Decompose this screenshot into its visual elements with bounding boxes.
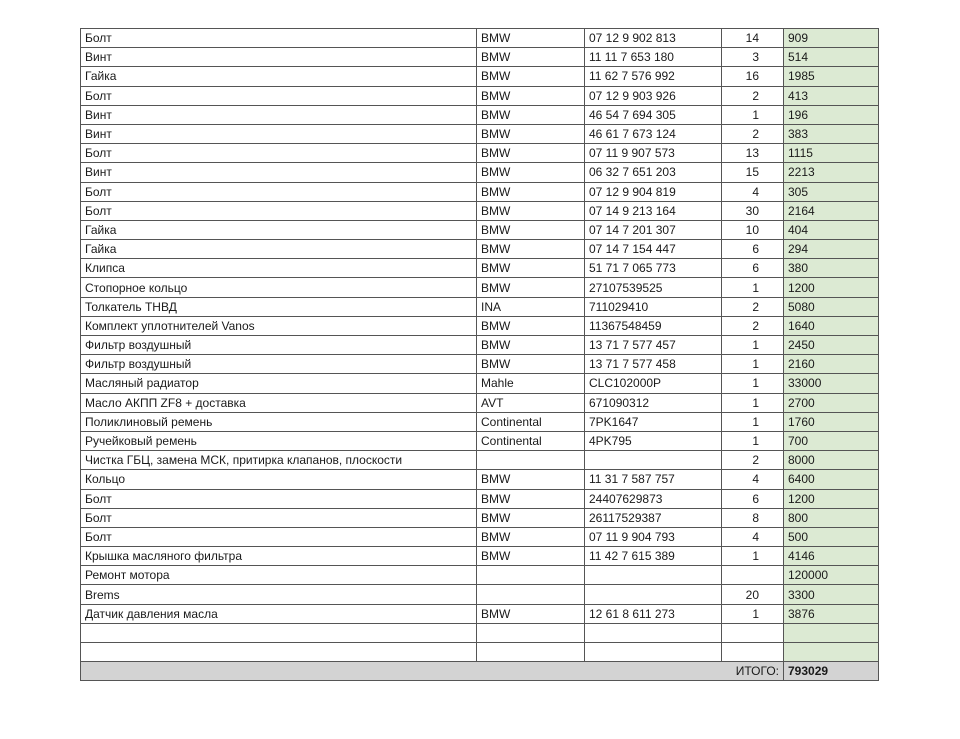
price-cell[interactable] <box>784 643 879 662</box>
total-value[interactable]: 793029 <box>784 662 879 681</box>
table-row <box>81 527 879 546</box>
table-row <box>81 604 879 623</box>
item-name-cell[interactable]: Болт <box>81 508 477 527</box>
price-cell[interactable]: 1200 <box>784 278 879 297</box>
price-cell[interactable]: 8000 <box>784 451 879 470</box>
quantity-cell[interactable]: 1 <box>722 412 784 431</box>
part-number-cell[interactable] <box>585 643 722 662</box>
item-name-cell[interactable] <box>81 643 477 662</box>
quantity-cell[interactable]: 1 <box>722 105 784 124</box>
price-cell[interactable]: 1760 <box>784 412 879 431</box>
quantity-cell[interactable]: 2 <box>722 316 784 335</box>
part-number-cell[interactable]: 07 12 9 904 819 <box>585 182 722 201</box>
table-row <box>81 220 879 239</box>
brand-cell[interactable]: BMW <box>477 604 585 623</box>
part-number-cell[interactable] <box>585 451 722 470</box>
brand-cell[interactable]: BMW <box>477 240 585 259</box>
item-name-cell[interactable]: Ручейковый ремень <box>81 431 477 450</box>
price-cell[interactable]: 700 <box>784 431 879 450</box>
item-name-cell[interactable]: Болт <box>81 182 477 201</box>
price-cell[interactable]: 5080 <box>784 297 879 316</box>
price-cell[interactable]: 380 <box>784 259 879 278</box>
brand-cell[interactable] <box>477 623 585 642</box>
item-name-cell[interactable]: Клипса <box>81 259 477 278</box>
item-name-cell[interactable]: Кольцо <box>81 470 477 489</box>
quantity-cell[interactable]: 1 <box>722 604 784 623</box>
table-row <box>81 566 879 585</box>
part-number-cell[interactable]: 671090312 <box>585 393 722 412</box>
brand-cell[interactable]: BMW <box>477 278 585 297</box>
table-row <box>81 623 879 642</box>
price-cell[interactable]: 1200 <box>784 489 879 508</box>
brand-cell[interactable]: BMW <box>477 29 585 48</box>
price-cell[interactable]: 514 <box>784 48 879 67</box>
item-name-cell[interactable]: Винт <box>81 48 477 67</box>
part-number-cell[interactable]: 13 71 7 577 457 <box>585 336 722 355</box>
brand-cell[interactable] <box>477 451 585 470</box>
table-row <box>81 336 879 355</box>
item-name-cell[interactable]: Болт <box>81 29 477 48</box>
price-cell[interactable]: 294 <box>784 240 879 259</box>
item-name-cell[interactable]: Поликлиновый ремень <box>81 412 477 431</box>
brand-cell[interactable] <box>477 566 585 585</box>
brand-cell[interactable]: BMW <box>477 547 585 566</box>
item-name-cell[interactable]: Болт <box>81 489 477 508</box>
table-row <box>81 86 879 105</box>
brand-cell[interactable]: BMW <box>477 144 585 163</box>
part-number-cell[interactable]: 07 12 9 903 926 <box>585 86 722 105</box>
item-name-cell[interactable]: Масло АКПП ZF8 + доставка <box>81 393 477 412</box>
total-row <box>81 662 879 681</box>
item-name-cell[interactable]: Болт <box>81 201 477 220</box>
part-number-cell[interactable] <box>585 623 722 642</box>
table-row <box>81 489 879 508</box>
brand-cell[interactable]: Continental <box>477 431 585 450</box>
parts-table-body <box>81 29 879 662</box>
item-name-cell[interactable]: Фильтр воздушный <box>81 355 477 374</box>
brand-cell[interactable]: BMW <box>477 163 585 182</box>
part-number-cell[interactable]: 11 62 7 576 992 <box>585 67 722 86</box>
item-name-cell[interactable]: Винт <box>81 163 477 182</box>
table-row <box>81 144 879 163</box>
part-number-cell[interactable]: 51 71 7 065 773 <box>585 259 722 278</box>
item-name-cell[interactable]: Комплект уплотнителей Vanos <box>81 316 477 335</box>
table-row <box>81 201 879 220</box>
price-cell[interactable]: 196 <box>784 105 879 124</box>
quantity-cell[interactable]: 13 <box>722 144 784 163</box>
brand-cell[interactable]: BMW <box>477 259 585 278</box>
table-row <box>81 29 879 48</box>
brand-cell[interactable]: Mahle <box>477 374 585 393</box>
brand-cell[interactable]: AVT <box>477 393 585 412</box>
price-cell[interactable]: 2164 <box>784 201 879 220</box>
table-row <box>81 508 879 527</box>
item-name-cell[interactable]: Гайка <box>81 240 477 259</box>
price-cell[interactable]: 6400 <box>784 470 879 489</box>
item-name-cell[interactable]: Гайка <box>81 220 477 239</box>
table-row <box>81 278 879 297</box>
price-cell[interactable]: 404 <box>784 220 879 239</box>
quantity-cell[interactable]: 4 <box>722 182 784 201</box>
table-row <box>81 412 879 431</box>
table-row <box>81 48 879 67</box>
item-name-cell[interactable]: Болт <box>81 527 477 546</box>
quantity-cell[interactable]: 6 <box>722 240 784 259</box>
quantity-cell[interactable]: 1 <box>722 374 784 393</box>
price-cell[interactable]: 305 <box>784 182 879 201</box>
part-number-cell[interactable]: 27107539525 <box>585 278 722 297</box>
brand-cell[interactable]: BMW <box>477 355 585 374</box>
price-cell[interactable]: 800 <box>784 508 879 527</box>
item-name-cell[interactable]: Стопорное кольцо <box>81 278 477 297</box>
part-number-cell[interactable] <box>585 566 722 585</box>
item-name-cell[interactable]: Фильтр воздушный <box>81 336 477 355</box>
table-row <box>81 182 879 201</box>
brand-cell[interactable]: BMW <box>477 48 585 67</box>
part-number-cell[interactable]: 12 61 8 611 273 <box>585 604 722 623</box>
part-number-cell[interactable]: 07 14 7 154 447 <box>585 240 722 259</box>
table-row <box>81 163 879 182</box>
item-name-cell[interactable]: Болт <box>81 86 477 105</box>
price-cell[interactable]: 413 <box>784 86 879 105</box>
part-number-cell[interactable] <box>585 585 722 604</box>
price-cell[interactable]: 120000 <box>784 566 879 585</box>
item-name-cell[interactable]: Масляный радиатор <box>81 374 477 393</box>
quantity-cell[interactable]: 2 <box>722 124 784 143</box>
table-row <box>81 297 879 316</box>
table-row <box>81 374 879 393</box>
quantity-cell[interactable]: 4 <box>722 470 784 489</box>
quantity-cell[interactable]: 20 <box>722 585 784 604</box>
part-number-cell[interactable]: 26117529387 <box>585 508 722 527</box>
table-row <box>81 355 879 374</box>
part-number-cell[interactable]: 24407629873 <box>585 489 722 508</box>
price-cell[interactable] <box>784 623 879 642</box>
item-name-cell[interactable]: Чистка ГБЦ, замена МСК, притирка клапанов, плоскости <box>81 451 477 470</box>
brand-cell[interactable]: BMW <box>477 336 585 355</box>
table-row <box>81 124 879 143</box>
brand-cell[interactable]: BMW <box>477 86 585 105</box>
price-cell[interactable]: 1115 <box>784 144 879 163</box>
quantity-cell[interactable]: 2 <box>722 451 784 470</box>
price-cell[interactable]: 909 <box>784 29 879 48</box>
part-number-cell[interactable]: 07 14 7 201 307 <box>585 220 722 239</box>
quantity-cell[interactable]: 2 <box>722 86 784 105</box>
price-cell[interactable]: 383 <box>784 124 879 143</box>
brand-cell[interactable]: BMW <box>477 124 585 143</box>
part-number-cell[interactable]: CLC102000P <box>585 374 722 393</box>
part-number-cell[interactable]: 13 71 7 577 458 <box>585 355 722 374</box>
item-name-cell[interactable]: Толкатель ТНВД <box>81 297 477 316</box>
price-cell[interactable]: 1985 <box>784 67 879 86</box>
brand-cell[interactable]: BMW <box>477 105 585 124</box>
quantity-cell[interactable]: 4 <box>722 527 784 546</box>
price-cell[interactable]: 2450 <box>784 336 879 355</box>
quantity-cell[interactable]: 10 <box>722 220 784 239</box>
quantity-cell[interactable] <box>722 623 784 642</box>
part-number-cell[interactable]: 4PK795 <box>585 431 722 450</box>
quantity-cell[interactable]: 3 <box>722 48 784 67</box>
brand-cell[interactable]: BMW <box>477 527 585 546</box>
brand-cell[interactable]: Continental <box>477 412 585 431</box>
part-number-cell[interactable]: 11367548459 <box>585 316 722 335</box>
brand-cell[interactable] <box>477 643 585 662</box>
price-cell[interactable]: 3300 <box>784 585 879 604</box>
price-cell[interactable]: 2700 <box>784 393 879 412</box>
part-number-cell[interactable]: 11 42 7 615 389 <box>585 547 722 566</box>
part-number-cell[interactable]: 07 14 9 213 164 <box>585 201 722 220</box>
item-name-cell[interactable]: Винт <box>81 124 477 143</box>
item-name-cell[interactable]: Винт <box>81 105 477 124</box>
brand-cell[interactable]: BMW <box>477 316 585 335</box>
price-cell[interactable]: 33000 <box>784 374 879 393</box>
table-row <box>81 105 879 124</box>
part-number-cell[interactable]: 06 32 7 651 203 <box>585 163 722 182</box>
brand-cell[interactable]: BMW <box>477 470 585 489</box>
brand-cell[interactable]: BMW <box>477 182 585 201</box>
table-row <box>81 451 879 470</box>
table-row <box>81 431 879 450</box>
table-row <box>81 67 879 86</box>
quantity-cell[interactable]: 6 <box>722 489 784 508</box>
price-cell[interactable]: 500 <box>784 527 879 546</box>
table-row <box>81 240 879 259</box>
price-cell[interactable]: 4146 <box>784 547 879 566</box>
brand-cell[interactable]: BMW <box>477 201 585 220</box>
quantity-cell[interactable]: 1 <box>722 336 784 355</box>
quantity-cell[interactable]: 14 <box>722 29 784 48</box>
part-number-cell[interactable]: 07 11 9 907 573 <box>585 144 722 163</box>
brand-cell[interactable]: BMW <box>477 67 585 86</box>
price-cell[interactable]: 2213 <box>784 163 879 182</box>
table-row <box>81 547 879 566</box>
quantity-cell[interactable]: 8 <box>722 508 784 527</box>
part-number-cell[interactable]: 7PK1647 <box>585 412 722 431</box>
part-number-cell[interactable]: 07 12 9 902 813 <box>585 29 722 48</box>
part-number-cell[interactable]: 46 54 7 694 305 <box>585 105 722 124</box>
part-number-cell[interactable]: 46 61 7 673 124 <box>585 124 722 143</box>
item-name-cell[interactable]: Brems <box>81 585 477 604</box>
item-name-cell[interactable]: Крышка масляного фильтра <box>81 547 477 566</box>
item-name-cell[interactable]: Болт <box>81 144 477 163</box>
brand-cell[interactable]: BMW <box>477 508 585 527</box>
item-name-cell[interactable]: Гайка <box>81 67 477 86</box>
quantity-cell[interactable]: 2 <box>722 297 784 316</box>
table-row <box>81 470 879 489</box>
parts-table <box>80 28 879 681</box>
quantity-cell[interactable]: 30 <box>722 201 784 220</box>
item-name-cell[interactable] <box>81 623 477 642</box>
price-cell[interactable]: 2160 <box>784 355 879 374</box>
table-row <box>81 643 879 662</box>
table-row <box>81 585 879 604</box>
quantity-cell[interactable]: 1 <box>722 278 784 297</box>
item-name-cell[interactable]: Датчик давления масла <box>81 604 477 623</box>
part-number-cell[interactable]: 07 11 9 904 793 <box>585 527 722 546</box>
quantity-cell[interactable]: 15 <box>722 163 784 182</box>
quantity-cell[interactable]: 1 <box>722 547 784 566</box>
table-row <box>81 393 879 412</box>
brand-cell[interactable]: BMW <box>477 489 585 508</box>
brand-cell[interactable] <box>477 585 585 604</box>
part-number-cell[interactable]: 11 31 7 587 757 <box>585 470 722 489</box>
brand-cell[interactable]: INA <box>477 297 585 316</box>
item-name-cell[interactable]: Ремонт мотора <box>81 566 477 585</box>
quantity-cell[interactable]: 1 <box>722 431 784 450</box>
quantity-cell[interactable]: 1 <box>722 393 784 412</box>
total-label: ИТОГО: <box>81 662 784 681</box>
quantity-cell[interactable] <box>722 643 784 662</box>
price-cell[interactable]: 3876 <box>784 604 879 623</box>
price-cell[interactable]: 1640 <box>784 316 879 335</box>
quantity-cell[interactable]: 6 <box>722 259 784 278</box>
quantity-cell[interactable]: 16 <box>722 67 784 86</box>
table-row <box>81 259 879 278</box>
table-row <box>81 316 879 335</box>
quantity-cell[interactable] <box>722 566 784 585</box>
brand-cell[interactable]: BMW <box>477 220 585 239</box>
quantity-cell[interactable]: 1 <box>722 355 784 374</box>
part-number-cell[interactable]: 11 11 7 653 180 <box>585 48 722 67</box>
part-number-cell[interactable]: 711029410 <box>585 297 722 316</box>
